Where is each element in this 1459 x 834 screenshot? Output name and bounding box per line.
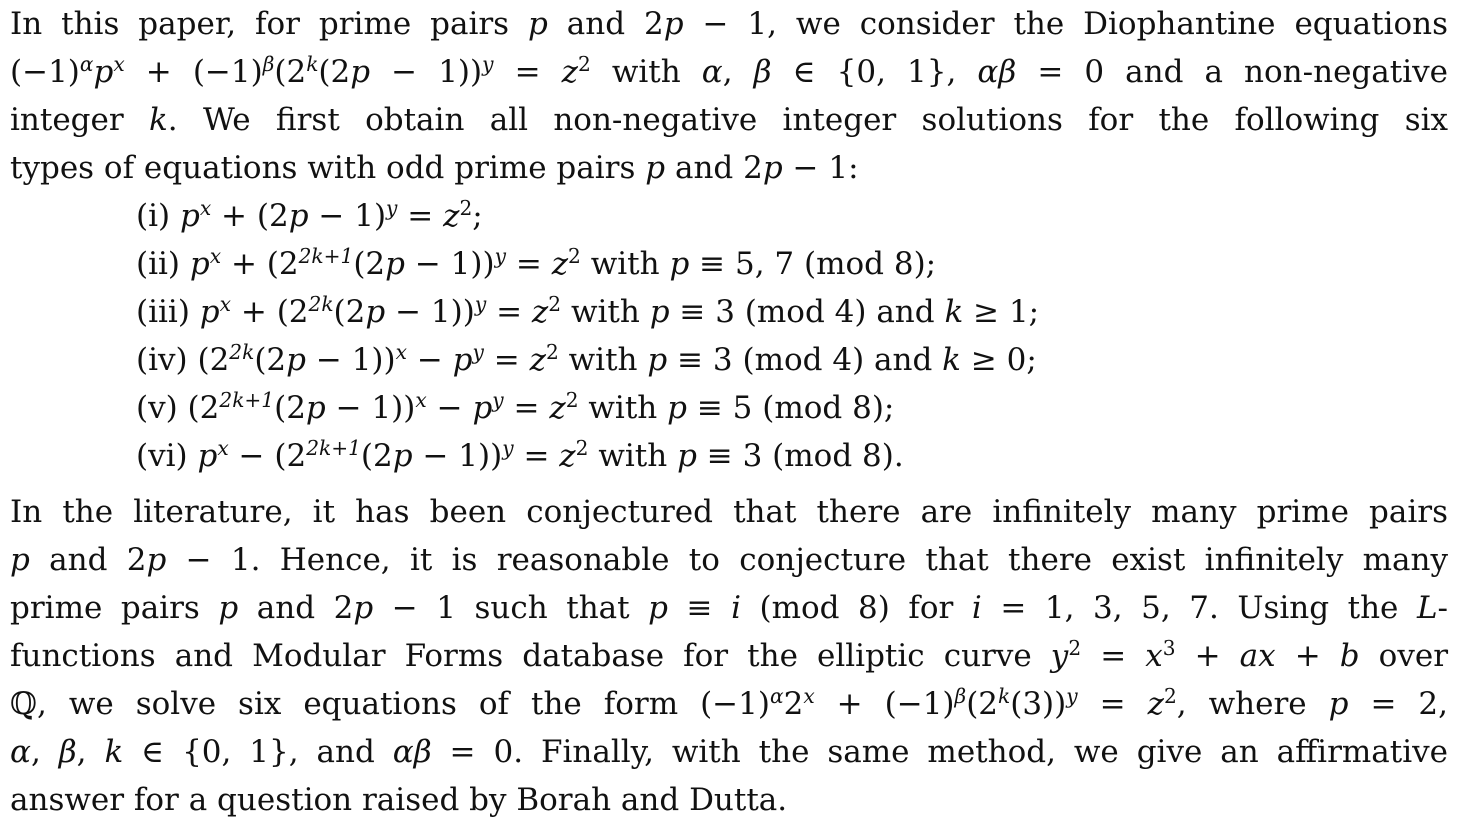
text-line: integer k. We first obtain all non-negative integer solutions for the following six <box>10 102 1449 138</box>
text-line: p and 2p − 1. Hence, it is reasonable to conjecture that there exist infinitely many <box>10 542 1448 578</box>
text-line: answer for a question raised by Borah and Dutta. <box>10 782 788 818</box>
equation-item: (ii) $p^x + (2^{2k+1}(2p - 1))^y = z^2$ with p ≡ 5, 7 (mod 8); <box>136 243 937 282</box>
equation-item: (iv) $(2^{2k}(2p - 1))^x - p^y = z^2$ with p ≡ 3 (mod 4) and k ≥ 0; <box>136 339 1037 378</box>
text-line: functions and Modular Forms database for the elliptic curve $y^2 = x^3$ + ax + b over <box>10 635 1449 674</box>
equation-item: (v) $(2^{2k+1}(2p - 1))^x - p^y = z^2$ with p ≡ 5 (mod 8); <box>136 387 895 426</box>
equation-item: (vi) $p^x - (2^{2k+1}(2p - 1))^y = z^2$ with p ≡ 3 (mod 8). <box>136 435 904 474</box>
text-line: In the literature, it has been conjectured that there are infinitely many prime pairs <box>10 494 1448 530</box>
text-line: In this paper, for prime pairs p and 2p − 1, we consider the Diophantine equations <box>10 6 1448 42</box>
text-line: types of equations with odd prime pairs p and 2p − 1: <box>10 150 859 186</box>
equation-item: (iii) $p^x + (2^{2k}(2p - 1))^y = z^2$ with p ≡ 3 (mod 4) and k ≥ 1; <box>136 291 1040 330</box>
text-line: α, β, k ∈ {0, 1}, and αβ = 0. Finally, with the same method, we give an affirmative <box>10 734 1448 770</box>
text-line: prime pairs p and 2p − 1 such that p ≡ i (mod 8) for i = 1, 3, 5, 7. Using the L- <box>10 590 1449 626</box>
text-line: $(-1)^\alpha p^x + (-1)^\beta(2^k(2p - 1))^y = z^2$ with α, β ∈ {0, 1}, αβ = 0 and a non-negative <box>10 51 1448 90</box>
text-line: ℚ, we solve six equations of the form $(-1)^\alpha 2^x + (-1)^\beta(2^k(3))^y = z^2$, where p = 2, <box>10 683 1448 722</box>
equation-item: (i) $p^x + (2p - 1)^y = z^2$; <box>136 195 483 234</box>
